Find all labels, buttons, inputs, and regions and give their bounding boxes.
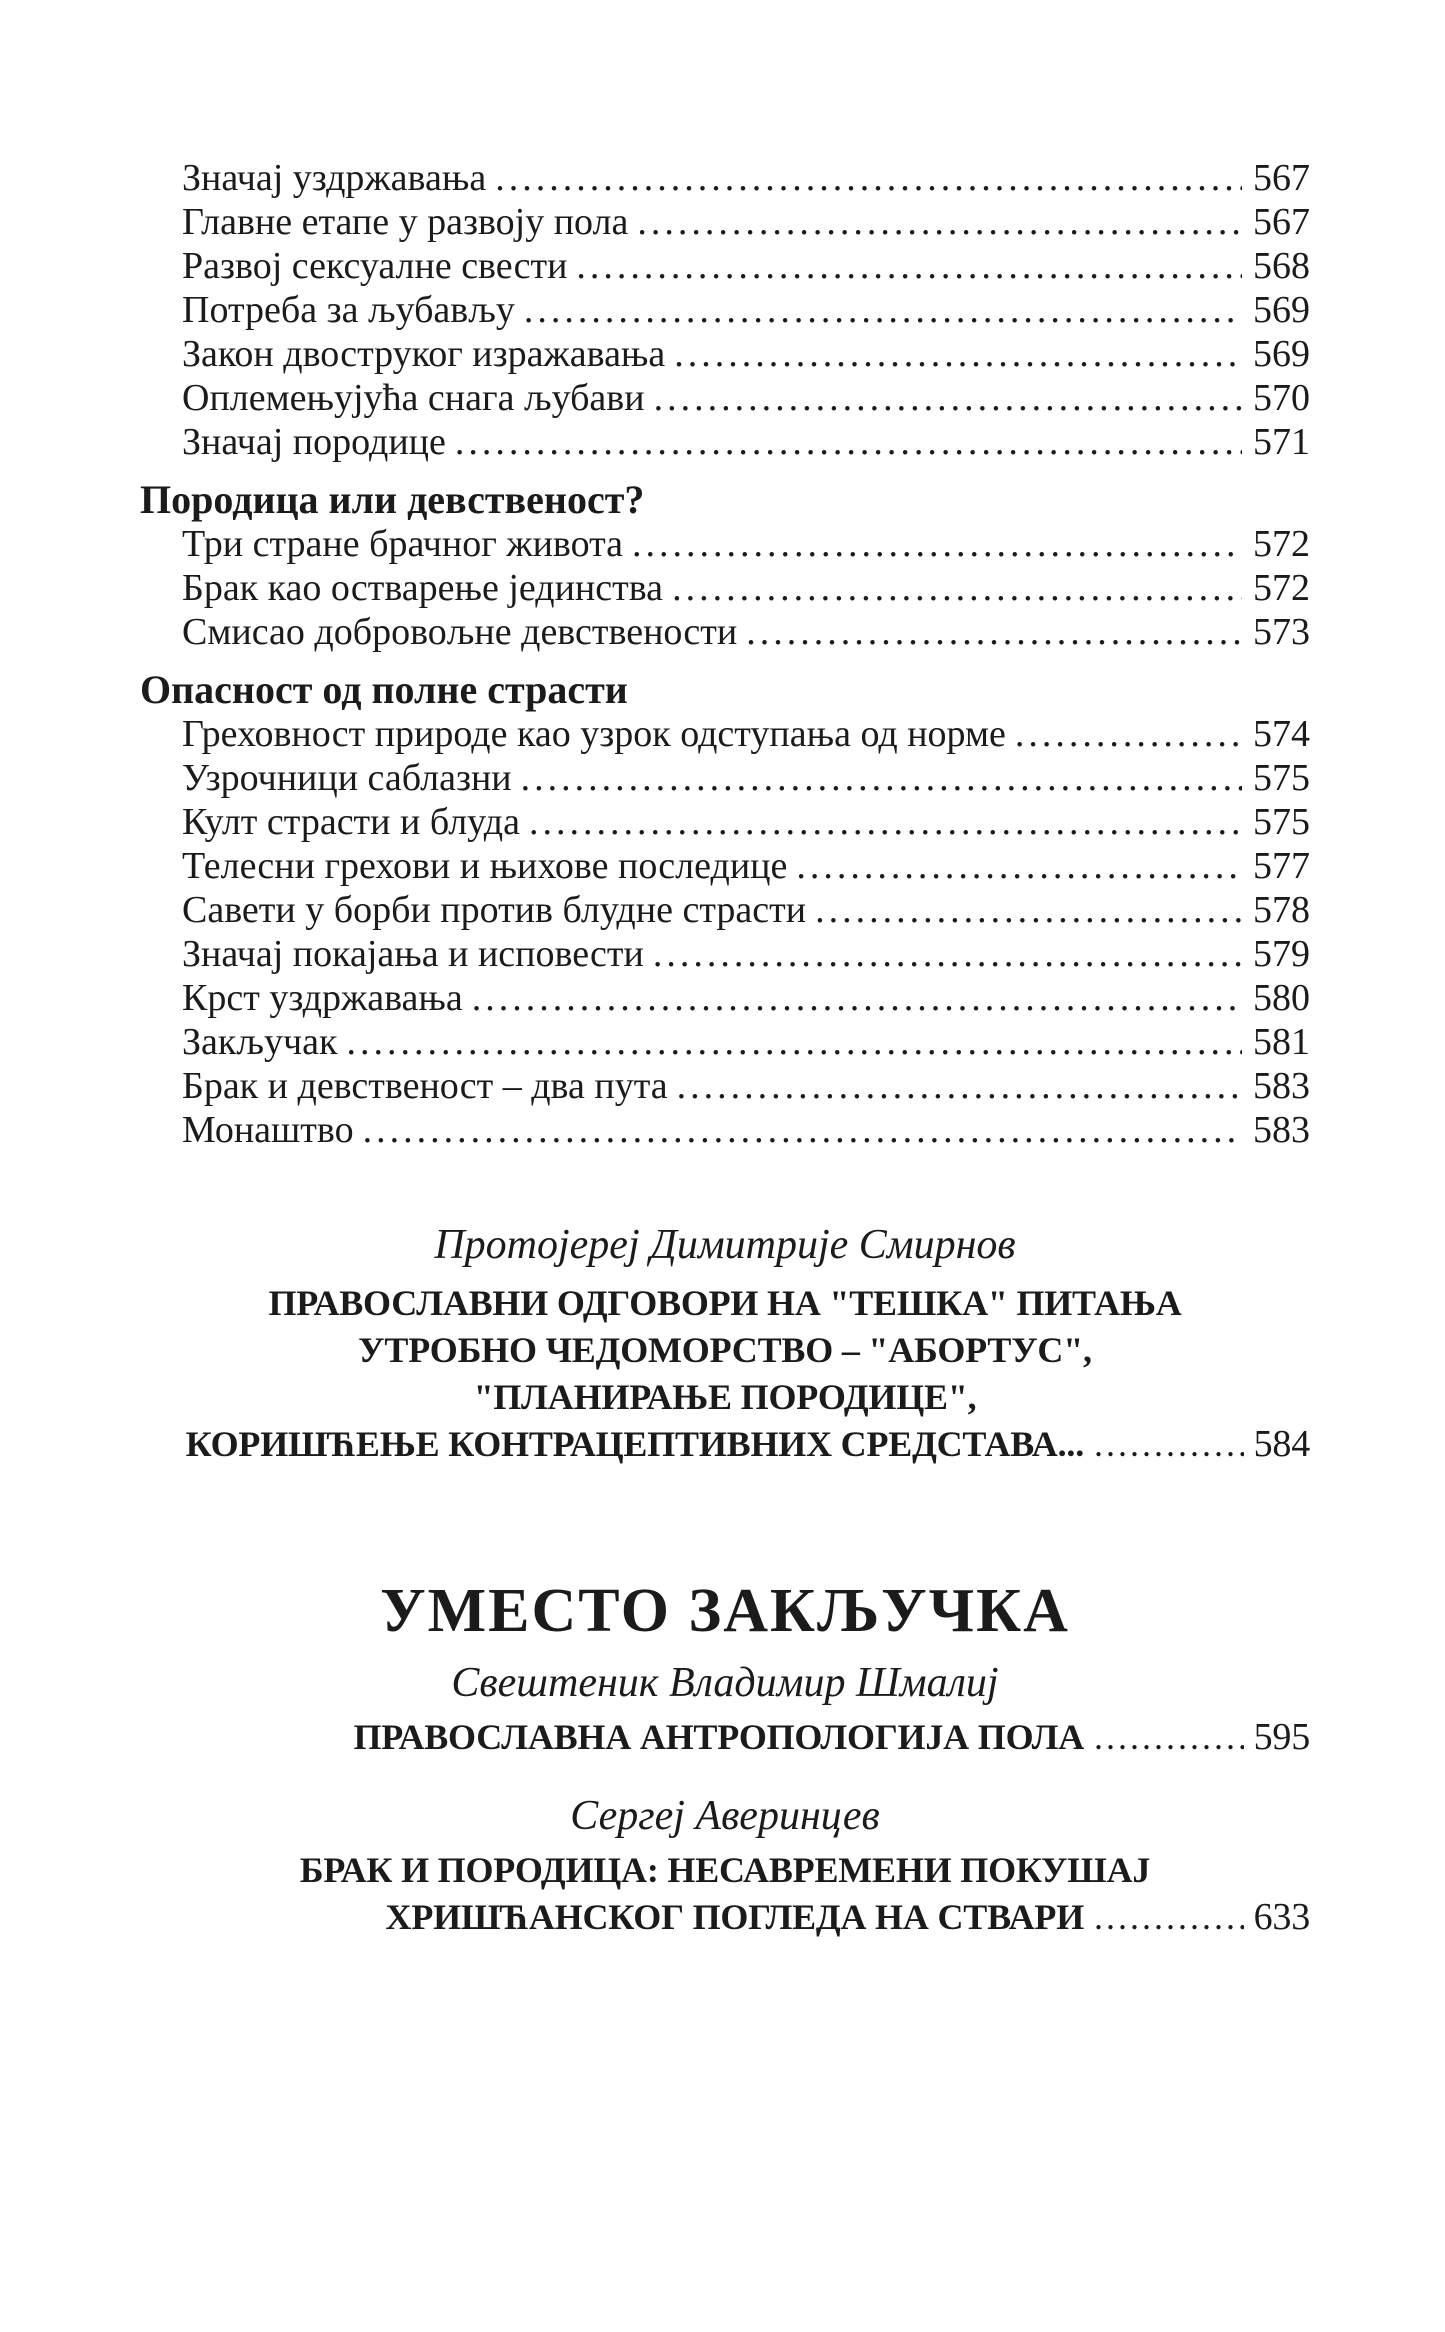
section-page: 584: [1253, 1423, 1310, 1465]
toc-entry-row: [182, 244, 1310, 288]
dot-leader: [1094, 1421, 1244, 1468]
toc-entry-row: [182, 376, 1310, 420]
toc-entry-page: 569: [1253, 333, 1310, 375]
toc-entry-row: [182, 420, 1310, 464]
toc-entry-label: Телесни грехови и њихове последице: [182, 845, 788, 887]
smirnov-titles: [140, 1280, 1310, 1468]
toc-entry-page: 579: [1253, 933, 1310, 975]
toc-entry-page: 575: [1253, 801, 1310, 843]
toc-entry-label: Потреба за љубављу: [182, 289, 515, 331]
toc-entry-row: [182, 844, 1310, 888]
toc-entry-label: Закључак: [182, 1021, 338, 1063]
section-title-line: УТРОБНО ЧЕДОМОРСТВО – "АБОРТУС",: [358, 1330, 1092, 1370]
toc-entry-row: [182, 332, 1310, 376]
toc-entry-row: [182, 932, 1310, 976]
conclusion-header: УМЕСТО ЗАКЉУЧКА: [380, 1577, 1070, 1645]
dot-leader: [1015, 712, 1242, 756]
toc-entry-label: Монаштво: [182, 1109, 354, 1151]
toc-entry-label: Закон двоструког изражавања: [182, 333, 666, 375]
dot-leader: [529, 800, 1242, 844]
toc-entry-row: [182, 756, 1310, 800]
toc-entry-page: 577: [1253, 845, 1310, 887]
toc-entry-row: [182, 1108, 1310, 1152]
toc-entry-page: 573: [1253, 611, 1310, 653]
toc-entry-page: 575: [1253, 757, 1310, 799]
dot-leader: [632, 522, 1242, 566]
dot-leader: [674, 332, 1242, 376]
toc-entry-label: Брак и девственост – два пута: [182, 1065, 668, 1107]
dot-leader: [455, 420, 1242, 464]
section-title-row-with-page: [140, 1421, 1310, 1468]
toc-entry-label: Смисао добровољне девствености: [182, 611, 738, 653]
dot-leader: [746, 610, 1242, 654]
dot-leader: [653, 932, 1242, 976]
toc-entry-label: Узрочници саблазни: [182, 757, 512, 799]
toc-entry-label: Култ страсти и блуда: [182, 801, 520, 843]
toc-entry-label: Брак као остварење јединства: [182, 567, 664, 609]
toc-entry-page: 568: [1253, 245, 1310, 287]
author-name: Сергеј Аверинцев: [570, 1793, 880, 1839]
toc-entry-label: Значај уздржавања: [182, 157, 487, 199]
toc-entry-page: 580: [1253, 977, 1310, 1019]
toc-entry-label: Греховност природе као узрок одступања од норме: [182, 713, 1006, 755]
dot-leader: [654, 376, 1242, 420]
toc-entry-label: Значај покајања и исповести: [182, 933, 644, 975]
section-title-row-with-page: [140, 1894, 1310, 1941]
toc-entry-label: Главне етапе у развоју пола: [182, 201, 629, 243]
section-title-line: ПРАВОСЛАВНИ ОДГОВОРИ НА "ТЕШКА" ПИТАЊА: [268, 1283, 1182, 1323]
section-title-line: ПРАВОСЛАВНА АНТРОПОЛОГИЈА ПОЛА: [353, 1717, 1084, 1757]
toc-entry-page: 583: [1253, 1065, 1310, 1107]
section-title-line: КОРИШЋЕЊЕ КОНТРАЦЕПТИВНИХ СРЕДСТАВА...: [185, 1424, 1084, 1464]
dot-leader: [363, 1108, 1242, 1152]
smirnov-section: [140, 1220, 1310, 1468]
dot-leader: [672, 566, 1242, 610]
dot-leader: [1094, 1714, 1244, 1761]
toc-entry-page: 567: [1253, 201, 1310, 243]
toc-entry-row: [182, 1064, 1310, 1108]
toc-entry-row: [182, 522, 1310, 566]
author-name: Протојереј Димитрије Смирнов: [434, 1222, 1016, 1268]
toc-entry-page: 569: [1253, 289, 1310, 331]
toc-entry-page: 578: [1253, 889, 1310, 931]
toc-entry-page: 583: [1253, 1109, 1310, 1151]
toc-entry-label: Крст уздржавања: [182, 977, 463, 1019]
shmalij-section: [140, 1658, 1310, 1761]
toc-content: [140, 156, 1310, 1941]
dot-leader: [495, 156, 1242, 200]
dot-leader: [796, 844, 1242, 888]
section-title-line: "ПЛАНИРАЊЕ ПОРОДИЦЕ",: [473, 1377, 977, 1417]
toc-entry-row: [182, 610, 1310, 654]
section-title-row-with-page: [140, 1714, 1310, 1761]
author-name: Свештеник Владимир Шмалиј: [451, 1660, 999, 1706]
toc-entry-row: [182, 200, 1310, 244]
toc-entry-label: Развој сексуалне свести: [182, 245, 568, 287]
dot-leader: [677, 1064, 1242, 1108]
toc-entry-row: [182, 712, 1310, 756]
averincev-titles: [140, 1847, 1310, 1941]
toc-entry-page: 567: [1253, 157, 1310, 199]
dot-leader: [815, 888, 1242, 932]
toc-entry-row: [182, 156, 1310, 200]
dot-leader: [346, 1020, 1242, 1064]
toc-section-heading: Опасност од полне страсти: [140, 667, 628, 712]
toc-entry-page: 570: [1253, 377, 1310, 419]
section-page: 595: [1253, 1716, 1310, 1758]
toc-entry-row: [182, 976, 1310, 1020]
toc-entry-label: Оплемењујућа снага љубави: [182, 377, 645, 419]
toc-entry-page: 572: [1253, 567, 1310, 609]
dot-leader: [576, 244, 1242, 288]
toc-entry-row: [182, 288, 1310, 332]
toc-entry-row: [182, 800, 1310, 844]
section-title-line: БРАК И ПОРОДИЦА: НЕСАВРЕМЕНИ ПОКУШАЈ: [299, 1850, 1151, 1890]
section-page: 633: [1253, 1896, 1310, 1938]
toc-section-heading: Породица или девственост?: [140, 477, 645, 522]
toc-entry-page: 571: [1253, 421, 1310, 463]
toc-entry-row: [182, 1020, 1310, 1064]
dot-leader: [472, 976, 1242, 1020]
dot-leader: [637, 200, 1242, 244]
toc-entry-label: Три стране брачног живота: [182, 523, 624, 565]
dot-leader: [524, 288, 1242, 332]
toc-entry-label: Савети у борби против блудне страсти: [182, 889, 807, 931]
toc-entry-row: [182, 888, 1310, 932]
dot-leader: [1094, 1894, 1244, 1941]
dot-leader: [521, 756, 1242, 800]
section-title-line: ХРИШЋАНСКОГ ПОГЛЕДА НА СТВАРИ: [385, 1897, 1084, 1937]
toc-entry-label: Значај породице: [182, 421, 446, 463]
toc-entry-row: [182, 566, 1310, 610]
toc-entry-page: 572: [1253, 523, 1310, 565]
toc-entry-page: 581: [1253, 1021, 1310, 1063]
toc-entry-page: 574: [1253, 713, 1310, 755]
averincev-section: [140, 1791, 1310, 1941]
